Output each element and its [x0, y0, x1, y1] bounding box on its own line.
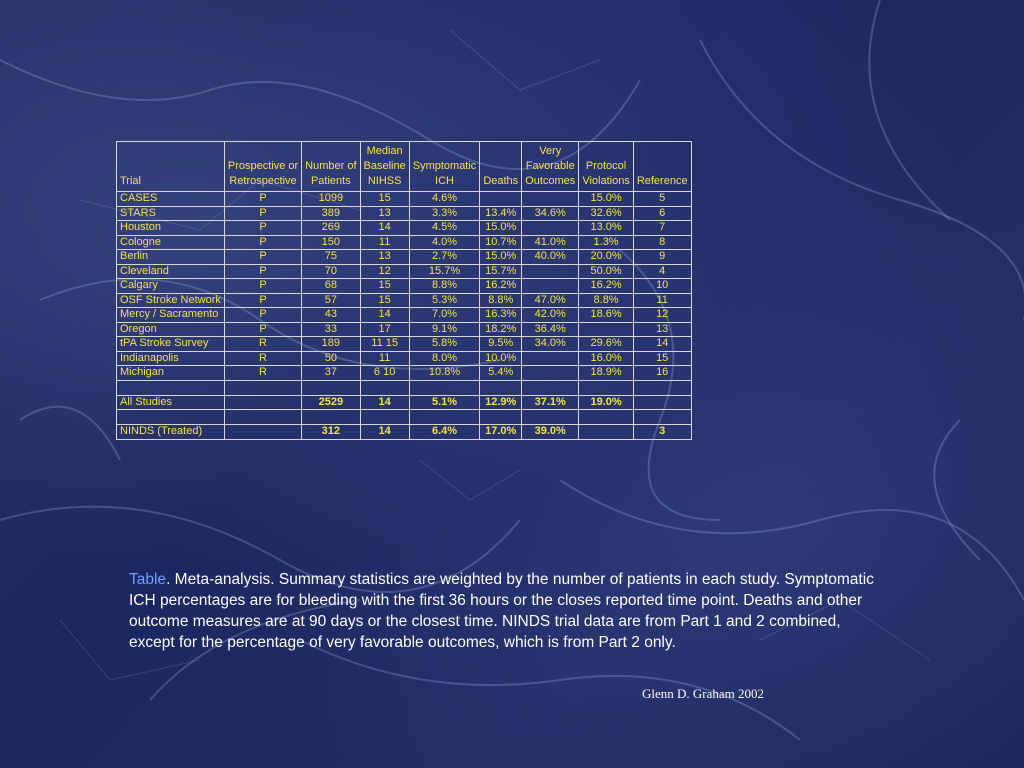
column-header	[360, 142, 409, 192]
table-cell: R	[224, 337, 301, 352]
table-cell: 15.7%	[409, 264, 480, 279]
column-header-line: Number of	[305, 160, 357, 172]
table-cell: 13	[360, 206, 409, 221]
table-cell: 16.0%	[579, 351, 634, 366]
column-header	[409, 142, 480, 192]
table-cell: NINDS (Treated)	[117, 425, 225, 440]
table-cell: 50.0%	[579, 264, 634, 279]
table-cell: 14	[360, 395, 409, 410]
table-cell	[302, 380, 360, 395]
table-cell: 3	[633, 425, 691, 440]
table-cell	[579, 322, 634, 337]
table-cell: 18.6%	[579, 308, 634, 323]
table-cell: P	[224, 235, 301, 250]
table-cell: 150	[302, 235, 360, 250]
table-row	[117, 366, 692, 381]
table-cell: 8	[633, 235, 691, 250]
author-credit: Glenn D. Graham 2002	[642, 686, 765, 701]
table-cell: 68	[302, 279, 360, 294]
table-cell	[522, 279, 579, 294]
table-cell: P	[224, 293, 301, 308]
table-cell: 34.0%	[522, 337, 579, 352]
table-cell: 2.7%	[409, 250, 480, 265]
table-cell: 14	[360, 308, 409, 323]
table-row	[117, 395, 692, 410]
table-cell	[633, 380, 691, 395]
table-cell: P	[224, 250, 301, 265]
table-cell	[224, 395, 301, 410]
table-cell: P	[224, 264, 301, 279]
table-cell: 33	[302, 322, 360, 337]
meta-analysis-table	[116, 141, 692, 440]
table-cell	[522, 221, 579, 236]
table-cell: 9.5%	[480, 337, 522, 352]
table-cell	[633, 410, 691, 425]
table-cell: 70	[302, 264, 360, 279]
table-cell: 37.1%	[522, 395, 579, 410]
table-cell: 1.3%	[579, 235, 634, 250]
table-cell: 17.0%	[480, 425, 522, 440]
column-header-line: Baseline	[363, 160, 406, 172]
table-cell: 269	[302, 221, 360, 236]
table-cell: 16.3%	[480, 308, 522, 323]
table-cell: 4	[633, 264, 691, 279]
table-cell	[522, 351, 579, 366]
table-cell: Mercy / Sacramento	[117, 308, 225, 323]
column-header-line: Patients	[310, 175, 351, 187]
table-cell: 15.0%	[480, 221, 522, 236]
table-cell	[224, 380, 301, 395]
table-row	[117, 425, 692, 440]
table-cell: 6.4%	[409, 425, 480, 440]
table-row	[117, 206, 692, 221]
table-cell: 16.2%	[480, 279, 522, 294]
table-cell: 189	[302, 337, 360, 352]
table-cell	[522, 264, 579, 279]
table-cell: 13	[633, 322, 691, 337]
table-cell: 15	[633, 351, 691, 366]
table-row	[117, 235, 692, 250]
table-cell: 15.7%	[480, 264, 522, 279]
table-cell: 15	[360, 293, 409, 308]
table-cell: 15.0%	[480, 250, 522, 265]
table-cell	[409, 380, 480, 395]
table-cell: 9.1%	[409, 322, 480, 337]
table-row	[117, 250, 692, 265]
table-row	[117, 264, 692, 279]
caption-text: . Meta-analysis. Summary statistics are weighted by the number of patients in each study. Symptomatic ICH percentages are for bleeding with the first 36 hours or the closes reported time point. Deaths and other outcome measures are at 90 days or the closest time. NINDS trial data are from Part 1 and 2 combined, except for the percentage of very favorable outcomes, which is from Part 2 only.	[129, 571, 874, 651]
table-caption	[129, 569, 889, 653]
table-cell: 17	[360, 322, 409, 337]
table-cell: 11 15	[360, 337, 409, 352]
table-cell	[522, 380, 579, 395]
table-cell: tPA Stroke Survey	[117, 337, 225, 352]
table-cell: 12.9%	[480, 395, 522, 410]
table-cell: 16.2%	[579, 279, 634, 294]
table-cell: 8.8%	[409, 279, 480, 294]
table-cell: P	[224, 192, 301, 207]
table-cell: 11	[633, 293, 691, 308]
table-cell: 18.2%	[480, 322, 522, 337]
table-cell	[633, 395, 691, 410]
data-table	[116, 141, 692, 440]
table-cell: 12	[633, 308, 691, 323]
table-row	[117, 410, 692, 425]
table-cell	[522, 366, 579, 381]
table-cell: 7	[633, 221, 691, 236]
table-row	[117, 322, 692, 337]
table-cell	[224, 410, 301, 425]
column-header	[633, 142, 691, 192]
table-cell: 6	[633, 206, 691, 221]
table-cell: 43	[302, 308, 360, 323]
table-body	[117, 192, 692, 440]
table-cell: 5.3%	[409, 293, 480, 308]
column-header-line: Protocol	[585, 160, 627, 172]
table-row	[117, 293, 692, 308]
column-header-line: ICH	[435, 175, 454, 187]
column-header-line: Very	[539, 145, 562, 157]
caption-lead: Table	[129, 571, 167, 588]
column-header-line: Median	[366, 145, 403, 157]
column-header-line: Deaths	[483, 175, 519, 187]
table-cell: 6 10	[360, 366, 409, 381]
table-cell: 12	[360, 264, 409, 279]
table-cell: 19.0%	[579, 395, 634, 410]
column-header-line: Reference	[636, 175, 688, 187]
table-cell: Berlin	[117, 250, 225, 265]
table-cell	[579, 410, 634, 425]
table-cell: 7.0%	[409, 308, 480, 323]
table-cell: Michigan	[117, 366, 225, 381]
table-row	[117, 380, 692, 395]
table-cell: 4.0%	[409, 235, 480, 250]
table-cell: 36.4%	[522, 322, 579, 337]
table-cell: 5.1%	[409, 395, 480, 410]
table-cell: 13.4%	[480, 206, 522, 221]
table-cell: 47.0%	[522, 293, 579, 308]
table-cell: P	[224, 206, 301, 221]
table-row	[117, 308, 692, 323]
column-header-line: Outcomes	[525, 175, 576, 187]
table-cell: R	[224, 351, 301, 366]
table-row	[117, 351, 692, 366]
table-cell: 8.0%	[409, 351, 480, 366]
table-cell	[522, 192, 579, 207]
table-cell: 32.6%	[579, 206, 634, 221]
table-cell: 14	[360, 221, 409, 236]
table-cell: Indianapolis	[117, 351, 225, 366]
table-cell: All Studies	[117, 395, 225, 410]
table-cell: 9	[633, 250, 691, 265]
table-cell	[409, 410, 480, 425]
column-header-line: Retrospective	[229, 175, 297, 187]
table-cell: Houston	[117, 221, 225, 236]
table-cell: 34.6%	[522, 206, 579, 221]
table-cell: 15	[360, 279, 409, 294]
table-cell: 16	[633, 366, 691, 381]
table-cell: 3.3%	[409, 206, 480, 221]
table-cell: 11	[360, 235, 409, 250]
table-cell: 8.8%	[480, 293, 522, 308]
table-cell: 15.0%	[579, 192, 634, 207]
table-cell: 5.4%	[480, 366, 522, 381]
table-row	[117, 192, 692, 207]
table-row	[117, 279, 692, 294]
table-cell: P	[224, 308, 301, 323]
table-cell: 5	[633, 192, 691, 207]
table-cell	[522, 410, 579, 425]
table-cell: P	[224, 279, 301, 294]
table-cell: R	[224, 366, 301, 381]
table-cell: 40.0%	[522, 250, 579, 265]
column-header	[579, 142, 634, 192]
table-row	[117, 221, 692, 236]
table-cell: P	[224, 221, 301, 236]
table-cell: 41.0%	[522, 235, 579, 250]
table-cell: 14	[360, 425, 409, 440]
table-cell: P	[224, 322, 301, 337]
table-cell: 2529	[302, 395, 360, 410]
column-header-line: Trial	[120, 175, 141, 187]
table-cell: OSF Stroke Network	[117, 293, 225, 308]
table-cell	[302, 410, 360, 425]
column-header-line: Symptomatic	[412, 160, 477, 172]
table-cell	[480, 380, 522, 395]
table-cell: 15	[360, 192, 409, 207]
table-cell	[579, 380, 634, 395]
table-cell: Calgary	[117, 279, 225, 294]
table-cell: CASES	[117, 192, 225, 207]
table-cell: 8.8%	[579, 293, 634, 308]
table-cell: 4.5%	[409, 221, 480, 236]
table-cell	[117, 380, 225, 395]
table-cell: 1099	[302, 192, 360, 207]
table-cell	[579, 425, 634, 440]
table-cell: 312	[302, 425, 360, 440]
table-cell: Cleveland	[117, 264, 225, 279]
column-header	[224, 142, 301, 192]
table-cell	[480, 410, 522, 425]
column-header	[117, 142, 225, 192]
table-cell	[224, 425, 301, 440]
table-cell: 20.0%	[579, 250, 634, 265]
table-cell: 4.6%	[409, 192, 480, 207]
table-cell	[360, 410, 409, 425]
table-cell: 13.0%	[579, 221, 634, 236]
column-header	[522, 142, 579, 192]
table-cell: 18.9%	[579, 366, 634, 381]
table-cell: 11	[360, 351, 409, 366]
column-header	[302, 142, 360, 192]
table-cell: 5.8%	[409, 337, 480, 352]
table-cell: 75	[302, 250, 360, 265]
column-header-line: Prospective or	[227, 160, 299, 172]
table-cell: STARS	[117, 206, 225, 221]
table-cell: 389	[302, 206, 360, 221]
table-cell: 42.0%	[522, 308, 579, 323]
table-cell: 14	[633, 337, 691, 352]
table-cell: Cologne	[117, 235, 225, 250]
column-header	[480, 142, 522, 192]
column-header-line: Violations	[582, 175, 630, 187]
column-header-line: NIHSS	[367, 175, 402, 187]
table-cell: 37	[302, 366, 360, 381]
column-header-line: Favorable	[525, 160, 575, 172]
table-cell: 10.0%	[480, 351, 522, 366]
table-cell: 10.8%	[409, 366, 480, 381]
table-cell: 50	[302, 351, 360, 366]
table-cell: 10.7%	[480, 235, 522, 250]
table-cell: Oregon	[117, 322, 225, 337]
table-cell	[117, 410, 225, 425]
table-cell	[360, 380, 409, 395]
table-cell: 10	[633, 279, 691, 294]
table-cell: 13	[360, 250, 409, 265]
table-row	[117, 337, 692, 352]
table-cell: 57	[302, 293, 360, 308]
table-header-row	[117, 142, 692, 192]
table-cell: 29.6%	[579, 337, 634, 352]
table-cell	[480, 192, 522, 207]
table-cell: 39.0%	[522, 425, 579, 440]
